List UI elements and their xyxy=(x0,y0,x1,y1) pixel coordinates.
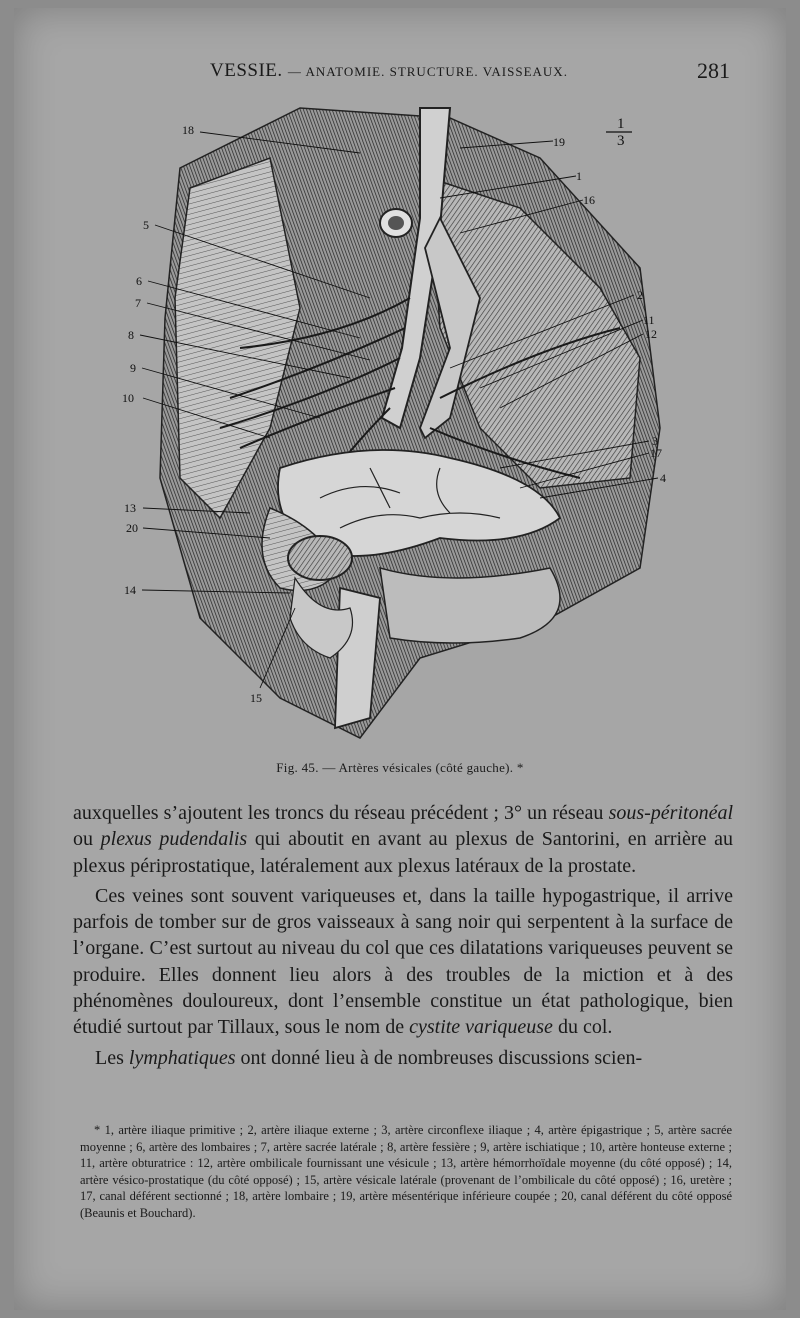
running-title-rest: — ANATOMIE. STRUCTURE. VAISSEAUX. xyxy=(287,64,568,79)
figure-label: 12 xyxy=(645,327,657,341)
figure-label: 14 xyxy=(124,583,136,597)
figure-caption: Fig. 45. — Artères vésicales (côté gauche). * xyxy=(276,760,524,775)
italic-term: cystite variqueuse xyxy=(409,1016,553,1039)
figure-label: 18 xyxy=(182,123,194,137)
running-title xyxy=(210,60,568,82)
text-run: du col. xyxy=(552,1016,613,1039)
running-head xyxy=(80,56,730,86)
figure-label: 10 xyxy=(122,391,134,405)
figure-label: 20 xyxy=(126,521,138,535)
footnote xyxy=(80,1122,732,1222)
figure-label: 8 xyxy=(128,328,134,342)
text-run: Ces veines sont souvent variqueuses et, dans la taille hypogastrique, il arrive parfois de tomber sur de gros vaisseaux à sang noir qui serpentent à la surface de l’organe. C’est surtout au niveau du col que ces dilatations variqueuses peuvent se produire. Elles donnent lieu alors à des troubles de la miction et à des phénomènes douloureux, dont l’ensemble constitue un état pathologique, bien étudié surtout par Tillaux, sous le nom de xyxy=(73,884,733,1039)
figure-label: 1 xyxy=(576,169,582,183)
page-number: 281 xyxy=(697,58,730,83)
text-run: qui aboutit en avant au plexus de Santorini, en arrière au plexus périprostatique, latéralement aux plexus latéraux de la prostate. xyxy=(73,828,734,877)
italic-term: sous-péritonéal xyxy=(608,802,733,824)
text-run: ou xyxy=(73,828,101,851)
figure-label: 5 xyxy=(143,218,149,232)
engraving-illustration xyxy=(120,98,680,748)
anatomical-figure xyxy=(120,98,680,748)
paragraph xyxy=(73,883,733,1041)
text-run: ont donné lieu à de nombreuses discussions scien- xyxy=(235,1046,643,1069)
scale-denominator: 3 xyxy=(617,133,625,149)
figure-label: 7 xyxy=(135,296,141,310)
figure-label: 4 xyxy=(660,471,666,485)
text-run: Les xyxy=(95,1046,129,1069)
figure-label: 6 xyxy=(136,274,142,288)
scale-numerator: 1 xyxy=(617,116,625,132)
figure-label: 17 xyxy=(650,446,662,460)
figure-label: 2 xyxy=(637,288,643,302)
italic-term: plexus pudendalis xyxy=(100,828,248,851)
text-run: auxquelles s’ajoutent les troncs du réseau précédent ; 3° un réseau xyxy=(73,802,609,824)
body-text xyxy=(73,800,733,1071)
figure-label: 15 xyxy=(250,691,262,705)
figure-label: 13 xyxy=(124,501,136,515)
paragraph xyxy=(73,1045,733,1071)
figure-label: 3 xyxy=(652,434,658,448)
lower-tissue xyxy=(380,568,560,643)
footnote-text: * 1, artère iliaque primitive ; 2, artère iliaque externe ; 3, artère circonflexe iliaque ; 4, artère épigastrique ; 5, artère sacrée moyenne ; 6, artère des lombaires ; 7, artère sacrée latérale ; 8, artère fessière ; 9, artère ischiatique ; 10, artère honteuse externe ; 11, artère obturatrice : 12, artère ombilicale fournissant une vésicule ; 13, artère hémorrhoïdale moyenne (du côté opposé) ; 14, artère vésico-prostatique (du côté opposé) ; 15, artère vésicale latérale (provenant de l’ombilicale du côté opposé) ; 16, uretère ; 17, canal déférent sectionné ; 18, artère lombaire ; 19, artère mésentérique inférieure coupée ; 20, canal déférent du côté opposé (Beaunis et Bouchard). xyxy=(80,1123,732,1220)
running-title-main: VESSIE. xyxy=(210,60,283,81)
figure-label: 9 xyxy=(130,361,136,375)
italic-term: lymphatiques xyxy=(128,1046,236,1069)
figure-label: 11 xyxy=(643,313,655,327)
figure-label: 19 xyxy=(553,135,565,149)
figure-label: 16 xyxy=(583,193,595,207)
cut-rectum xyxy=(288,536,352,580)
paragraph xyxy=(73,800,733,879)
